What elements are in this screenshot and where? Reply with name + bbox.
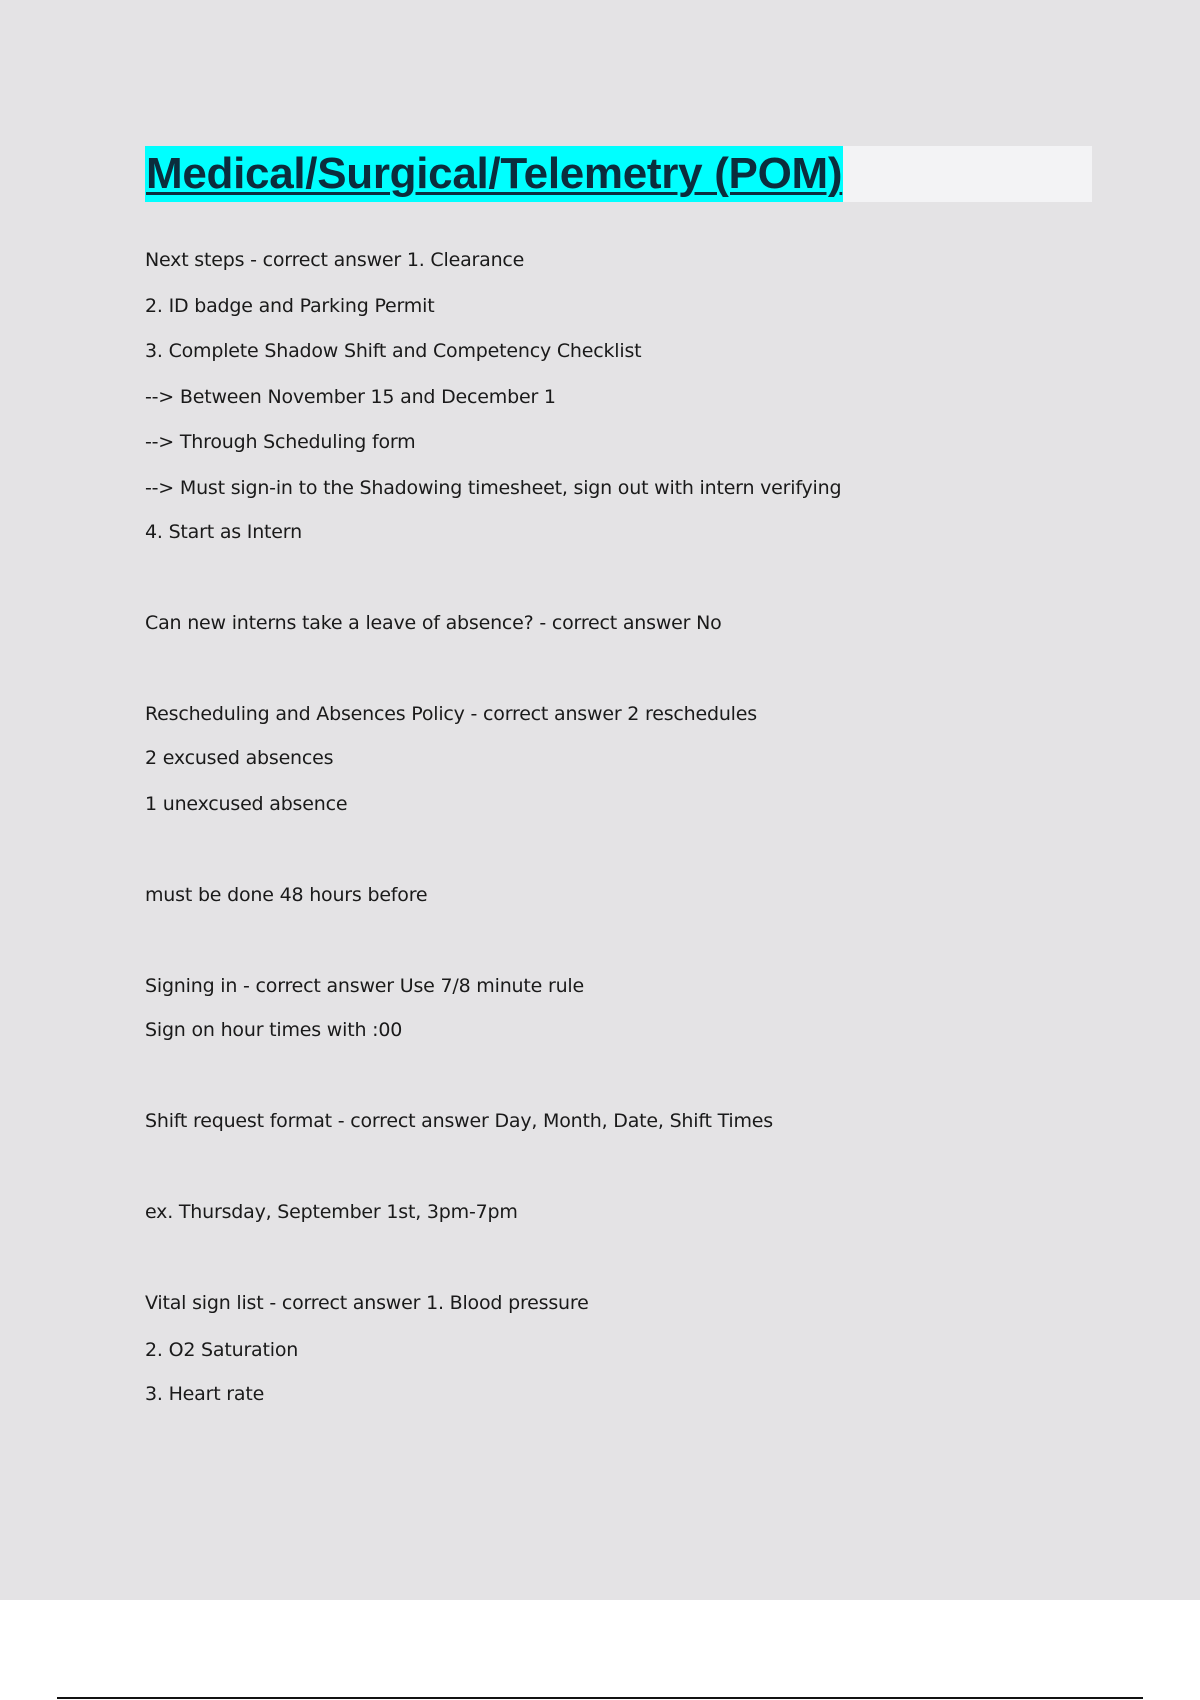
text-line: Can new interns take a leave of absence? - correct answer No [145,612,722,634]
text-line: 2 excused absences [145,747,334,769]
text-line: Next steps - correct answer 1. Clearance [145,249,525,271]
text-line: --> Through Scheduling form [145,431,416,453]
text-line: Vital sign list - correct answer 1. Blood pressure [145,1292,589,1314]
text-line: Sign on hour times with :00 [145,1019,403,1041]
text-line: 4. Start as Intern [145,521,302,543]
text-line: --> Between November 15 and December 1 [145,386,556,408]
page-footer [0,1600,1200,1700]
text-line: Rescheduling and Absences Policy - correct answer 2 reschedules [145,703,757,725]
footer-divider [57,1697,1143,1699]
text-line: 3. Heart rate [145,1383,265,1405]
text-line: 1 unexcused absence [145,793,348,815]
text-line: 3. Complete Shadow Shift and Competency Checklist [145,340,642,362]
text-line: ex. Thursday, September 1st, 3pm-7pm [145,1201,518,1223]
text-line: Shift request format - correct answer Day, Month, Date, Shift Times [145,1110,773,1132]
document-title: Medical/Surgical/Telemetry (POM) [145,146,843,202]
text-line: 2. ID badge and Parking Permit [145,295,435,317]
text-line: --> Must sign-in to the Shadowing timesheet, sign out with intern verifying [145,477,842,499]
text-line: Signing in - correct answer Use 7/8 minute rule [145,975,584,997]
text-line: must be done 48 hours before [145,884,428,906]
text-line: 2. O2 Saturation [145,1339,299,1361]
